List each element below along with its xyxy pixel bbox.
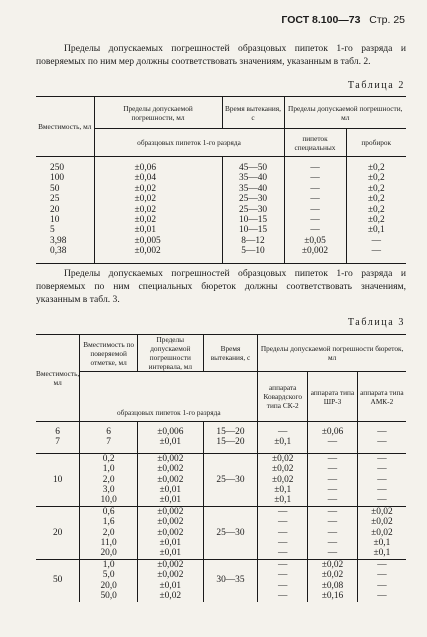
t3-header-subpip: образцовых пипеток 1-го разряда [80, 372, 258, 422]
t3-header-capacity: Вместимость, мл [36, 335, 80, 422]
t3-group-row [36, 506, 406, 559]
t3-cell-amk2: — — [377, 427, 387, 448]
t3-cell-time: 25—30 [203, 453, 258, 506]
t3-cell-capacity: 6 7 [36, 422, 80, 454]
t3-cell-shr3: ±0,06 — [308, 422, 358, 454]
t3-cell-volume: 0,2 1,0 2,0 3,0 10,0 [80, 453, 138, 506]
t3-cell-amk2: — — — — — [377, 453, 387, 506]
t3-cell-time: 30—35 [203, 559, 258, 601]
t3-cell-limits: ±0,002 ±0,002 ±0,002 ±0,01 ±0,01 [138, 453, 204, 506]
paragraph-table3: Пределы допускаемых погрешностей образцовых пипеток 1-го разряда и поверяемых по ним специальных бюреток должны соответствовать значениям, указанным в табл. 3. [36, 268, 406, 305]
t2-col-time: 45—50 35—40 35—40 25—30 25—30 10—15 10—15 8—12 5—10 [222, 157, 284, 264]
t3-header-group: Пределы допускаемой погрешности бюреток, мл [258, 335, 406, 372]
t3-cell-amk2: ±0,02 ±0,02 ±0,02 ±0,1 ±0,1 [371, 506, 393, 559]
t3-cell-limits: ±0,002 ±0,002 ±0,01 ±0,02 [138, 559, 204, 601]
t3-header-time: Время вытекания, с [203, 335, 258, 372]
t3-group-row [36, 559, 406, 601]
paragraph-table2: Пределы допускаемых погрешностей образцовых пипеток 1-го разряда и поверяемых по ним мер должны соответствовать значениям, указанным в табл. 2. [36, 43, 406, 67]
t2-col-capacity: 250 100 50 25 20 10 5 3,98 0,38 [36, 157, 94, 264]
t3-cell-volume: 6 7 [80, 422, 138, 454]
t2-col-special: — — — — — — — ±0,05 ±0,002 [284, 157, 346, 264]
table3-caption: Таблица 3 [347, 317, 405, 328]
t3-cell-time: 25—30 [203, 506, 258, 559]
t3-cell-ck2: ±0,02 ±0,02 ±0,02 ±0,1 ±0,1 [258, 453, 308, 506]
t2-header-capacity: Вместимость, мл [36, 97, 94, 157]
t3-cell-shr3: — — — — — [308, 453, 358, 506]
t3-cell-volume: 1,0 5,0 20,0 50,0 [80, 559, 138, 601]
t2-header-tubes: пробирок [361, 138, 392, 147]
t3-cell-volume: 0,6 1,6 2,0 11,0 20,0 [80, 506, 138, 559]
t3-cell-time: 15—20 15—20 [203, 422, 258, 454]
t2-header-subpip: образцовых пипеток 1-го разряда [94, 129, 284, 157]
t3-cell-ck2: — ±0,1 [258, 422, 308, 454]
standard-number: ГОСТ 8.100—73 [281, 14, 361, 26]
t2-header-special: пипеток специальных [284, 129, 346, 157]
t3-header-shr3: аппарата типа ШР-3 [308, 372, 358, 422]
t2-col-limits: ±0,06 ±0,04 ±0,02 ±0,02 ±0,02 ±0,02 ±0,01 ±0,005 ±0,002 [94, 157, 222, 264]
t3-cell-capacity: 10 [36, 453, 80, 506]
t3-cell-ck2: — — — — — [258, 506, 308, 559]
page-number: Стр. 25 [369, 14, 405, 26]
t3-header-volume: Вместимость по поверяемой отметке, мл [80, 335, 138, 372]
t3-group-row [36, 422, 406, 454]
table-2 [36, 96, 406, 264]
t3-cell-capacity: 20 [36, 506, 80, 559]
t2-header-time: Время вытекания, с [222, 97, 284, 129]
t3-cell-ck2: — — — — [258, 559, 308, 601]
t3-cell-shr3: — — — — — [308, 506, 358, 559]
t3-header-limits: Пределы допускаемой погрешности интервала, мл [138, 335, 204, 372]
t2-header-limits: Пределы допускаемой погрешности, мл [94, 97, 222, 129]
page-header [281, 14, 405, 26]
t3-cell-capacity: 50 [36, 559, 80, 601]
t3-header-ck2: аппарата Ковардского типа СК-2 [258, 372, 308, 422]
t2-col-tubes: ±0,2 ±0,2 ±0,2 ±0,2 ±0,2 ±0,2 ±0,1 — — [367, 163, 385, 257]
t2-header-group: Пределы допускаемой погрешности, мл [284, 97, 406, 129]
table-3 [36, 334, 406, 602]
t3-cell-shr3: ±0,02 ±0,02 ±0,08 ±0,16 [308, 559, 358, 601]
t3-group-row [36, 453, 406, 506]
t3-cell-limits: ±0,006 ±0,01 [138, 422, 204, 454]
t3-header-amk2: аппарата типа АМК-2 [360, 387, 404, 406]
table2-caption: Таблица 2 [347, 80, 405, 91]
t3-cell-amk2: — — — — [377, 559, 387, 602]
t3-cell-limits: ±0,002 ±0,002 ±0,002 ±0,01 ±0,01 [138, 506, 204, 559]
